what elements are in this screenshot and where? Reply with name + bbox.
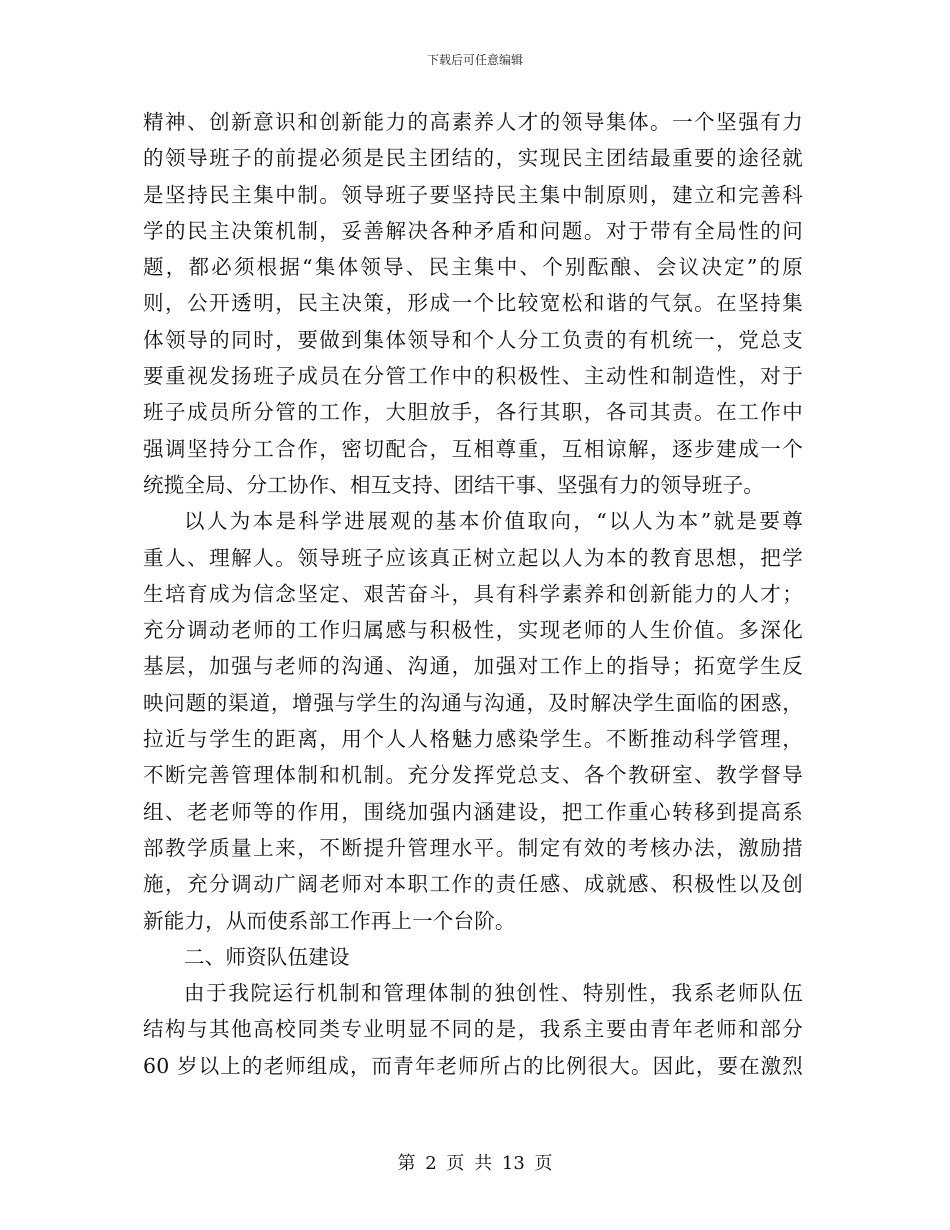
text-line: 生培育成为信念坚定、艰苦奋斗，具有科学素养和创新能力的人才； [143,581,803,606]
text-line: 的领导班子的前提必须是民主团结的，实现民主团结最重要的途径就 [143,146,803,171]
text-line: 新能力，从而使系部工作再上一个台阶。 [143,908,516,933]
text-line: 60 岁以上的老师组成，而青年老师所占的比例很大。因此，要在激烈 [143,1053,803,1078]
text-line: 施，充分调动广阔老师对本职工作的责任感、成就感、积极性以及创 [143,872,803,897]
footer-prefix: 第 [397,1153,416,1174]
text-line: 组、老老师等的作用，围绕加强内涵建设，把工作重心转移到提高系 [143,799,803,824]
page-header: 下载后可任意编辑 [426,53,523,67]
total-pages-number: 13 [501,1153,525,1174]
footer-total-word: 共 [474,1153,493,1174]
text-line: 结构与其他高校同类专业明显不同的是，我系主要由青年老师和部分 [143,1017,803,1042]
footer-page-word: 页 [446,1153,465,1174]
footer-suffix: 页 [534,1153,553,1174]
text-line: 体领导的同时，要做到集体领导和个人分工负责的有机统一，党总支 [143,327,803,352]
text-line: 则，公开透明，民主决策，形成一个比较宽松和谐的气氛。在坚持集 [143,291,803,316]
text-line: 以人为本是科学进展观的基本价值取向，“以人为本”就是要尊 [184,509,803,534]
text-line: 部教学质量上来，不断提升管理水平。制定有效的考核办法，激励措 [143,835,803,860]
document-body [143,104,803,1084]
text-line: 题，都必须根据“集体领导、民主集中、个别酝酿、会议决定”的原 [143,255,803,280]
text-line: 充分调动老师的工作归属感与积极性，实现老师的人生价值。多深化 [143,618,803,643]
text-line: 由于我院运行机制和管理体制的独创性、特别性，我系老师队伍 [184,981,803,1006]
text-line: 班子成员所分管的工作，大胆放手，各行其职，各司其责。在工作中 [143,400,803,425]
text-line: 统揽全局、分工协作、相互支持、团结干事、坚强有力的领导班子。 [143,472,764,497]
text-line: 基层，加强与老师的沟通、沟通，加强对工作上的指导；拓宽学生反 [143,654,803,679]
text-line: 重人、理解人。领导班子应该真正树立起以人为本的教育思想，把学 [143,545,803,570]
current-page-number: 2 [425,1153,437,1174]
text-line: 精神、创新意识和创新能力的高素养人才的领导集体。一个坚强有力 [143,110,803,134]
text-line: 要重视发扬班子成员在分管工作中的积极性、主动性和制造性，对于 [143,364,803,389]
text-line: 映问题的渠道，增强与学生的沟通与沟通，及时解决学生面临的困惑， [143,690,803,715]
section-heading: 二、师资队伍建设 [184,944,350,969]
text-line: 不断完善管理体制和机制。充分发挥党总支、各个教研室、教学督导 [143,763,803,788]
text-line: 强调坚持分工合作，密切配合，互相尊重，互相谅解，逐步建成一个 [143,436,803,461]
text-line: 学的民主决策机制，妥善解决各种矛盾和问题。对于带有全局性的问 [143,218,803,243]
text-line: 拉近与学生的距离，用个人人格魅力感染学生。不断推动科学管理， [143,727,803,752]
page-footer [0,1152,950,1176]
text-line: 是坚持民主集中制。领导班子要坚持民主集中制原则，建立和完善科 [143,182,803,207]
